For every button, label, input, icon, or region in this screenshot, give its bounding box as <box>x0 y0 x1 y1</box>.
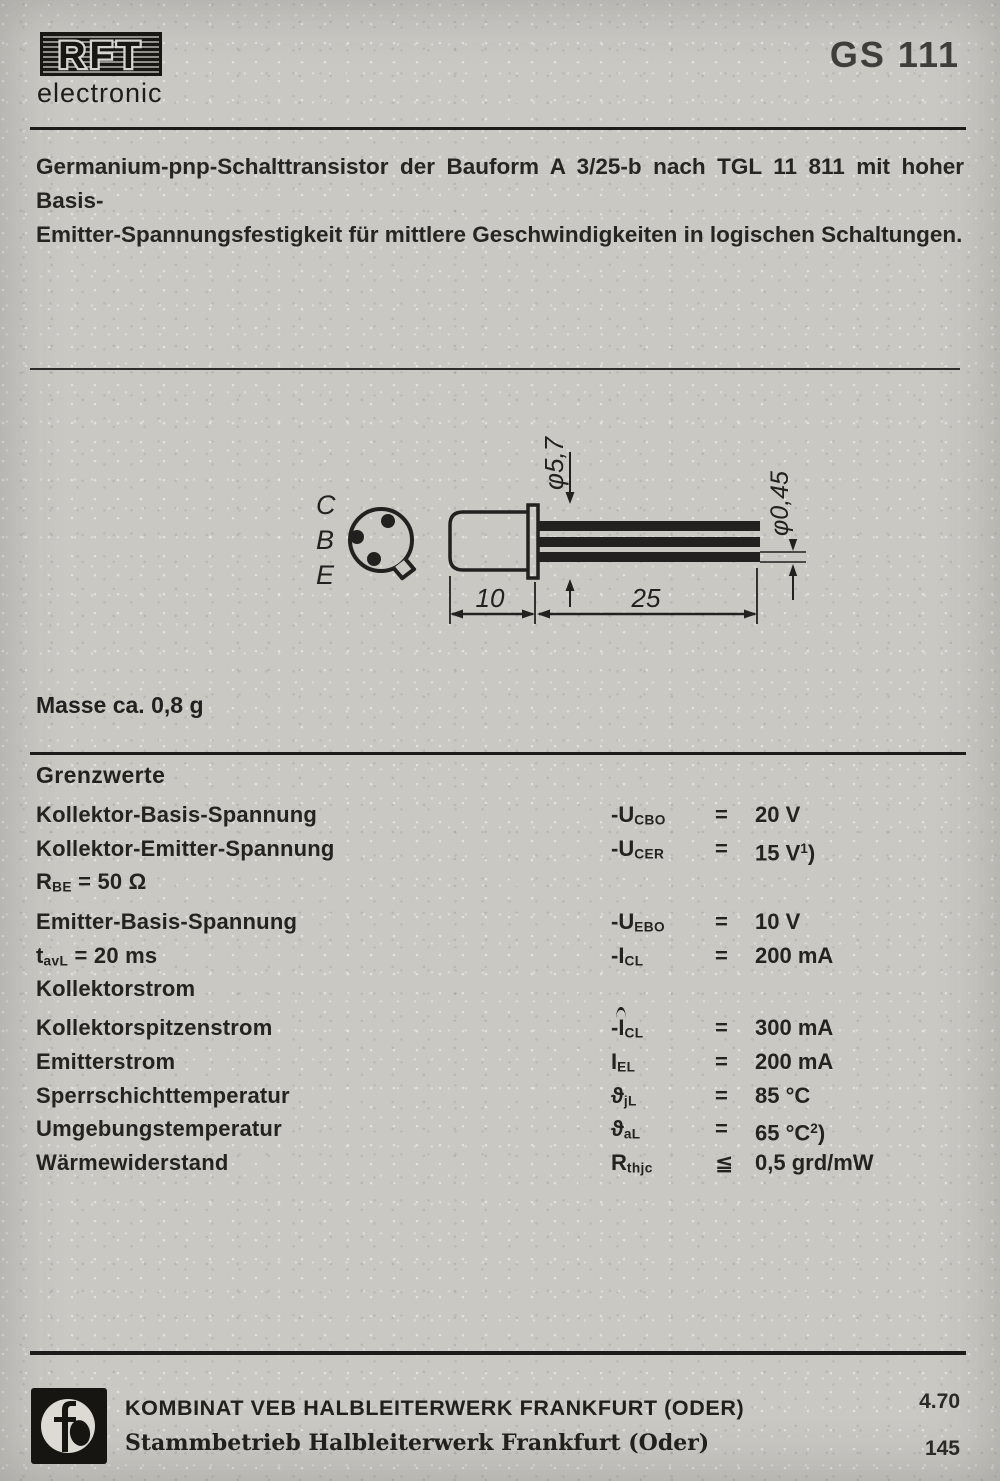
table-row <box>36 1014 966 1048</box>
table-row <box>36 801 966 835</box>
limit-symbol <box>611 868 715 902</box>
divider-top <box>30 127 966 130</box>
table-row <box>36 942 966 976</box>
table-row <box>36 908 966 942</box>
table-row <box>36 1115 966 1149</box>
limit-relation <box>715 975 755 1003</box>
mass-note: Masse ca. 0,8 g <box>36 692 204 718</box>
limit-symbol: ϑaL <box>611 1116 641 1142</box>
limit-relation: ≦ <box>715 1150 734 1176</box>
rft-logo-icon <box>40 32 162 76</box>
brand-subtitle: electronic <box>37 78 163 108</box>
dim-lead-diameter <box>760 471 806 600</box>
table-row <box>36 1149 966 1183</box>
limit-label: RBE = 50 Ω <box>36 869 147 895</box>
limit-relation <box>715 868 755 902</box>
hfo-logo-icon <box>31 1388 107 1464</box>
pin-label-collector: C <box>316 490 336 520</box>
package-outline-drawing <box>0 400 1000 700</box>
limit-label: tavL = 20 ms <box>36 942 158 969</box>
limit-relation: = <box>715 942 728 968</box>
table-row <box>36 975 966 1003</box>
description-line-1: Germanium-pnp-Schalttransistor der Bauform A 3/25-b nach TGL 11 811 mit hoher Basis- <box>36 154 964 213</box>
limit-relation: = <box>715 1116 728 1142</box>
table-row <box>36 1082 966 1116</box>
divider-limits <box>30 752 966 755</box>
transistor-side-view <box>450 505 760 578</box>
divider-footer <box>30 1351 966 1355</box>
limit-label: Kollektorspitzenstrom <box>36 1015 273 1041</box>
dim-label-body-length: 10 <box>475 583 505 613</box>
limit-value: 200 mA <box>755 1049 834 1075</box>
table-row <box>36 868 966 902</box>
limit-label: Kollektor-Basis-Spannung <box>36 802 318 827</box>
limit-relation: = <box>715 1082 728 1108</box>
limit-value: 0,5 grd/mW <box>755 1150 874 1176</box>
limit-symbol <box>611 975 715 1003</box>
divider-description <box>30 368 960 370</box>
description-line-2: Emitter-Spannungsfestigkeit für mittlere Geschwindigkeiten in logischen Schaltungen. <box>36 222 963 247</box>
limit-value: 65 $^\circ C^2$) <box>755 1120 826 1146</box>
limit-value <box>755 868 966 902</box>
limit-relation: = <box>715 835 728 861</box>
limit-value: 200 mA <box>755 942 834 968</box>
limit-value: 10 V <box>755 908 801 934</box>
limit-label: Umgebungstemperatur <box>36 1116 282 1142</box>
date-code: 4.70 <box>919 1390 960 1413</box>
limit-symbol: -ICL <box>611 1015 644 1041</box>
limit-symbol: -UCER <box>611 835 665 862</box>
page-number: 145 <box>924 1437 960 1460</box>
limit-relation: = <box>715 908 728 934</box>
limit-label: Wärmewiderstand <box>36 1150 229 1176</box>
pin-label-base: B <box>316 525 335 555</box>
pin-label-emitter: E <box>316 560 335 590</box>
limit-symbol: Rthjc <box>611 1150 653 1176</box>
limit-value <box>755 975 966 1003</box>
limit-symbol: -UEBO <box>611 908 665 935</box>
limit-value: 300 mA <box>755 1015 834 1041</box>
limit-value: 85 °C <box>755 1082 811 1108</box>
limit-value: 15 $V^1$) <box>755 840 816 866</box>
limit-value: 20 V <box>755 802 801 827</box>
dim-label-lead-length: 25 <box>631 583 661 613</box>
footer-company-line2: Stammbetrieb Halbleiterwerk Frankfurt (Oder) <box>125 1430 710 1456</box>
dim-label-lead-diameter: φ0,45 <box>766 471 794 536</box>
description <box>36 150 964 252</box>
table-row <box>36 835 966 869</box>
rft-logo-text: RFT <box>58 35 144 76</box>
pinout-bottom-view-icon <box>350 509 414 578</box>
limit-symbol: -UCBO <box>611 802 666 828</box>
hfo-logo <box>31 1388 107 1469</box>
footer-company-line1: KOMBINAT VEB HALBLEITERWERK FRANKFURT (ODER) <box>125 1396 745 1420</box>
limit-relation: = <box>715 1015 728 1041</box>
limit-label: Emitterstrom <box>36 1049 176 1075</box>
dim-label-flange-diameter: φ5,7 <box>539 436 569 490</box>
limit-relation: = <box>715 1049 728 1075</box>
limit-symbol: -ICL <box>611 942 644 969</box>
limits-title: Grenzwerte <box>36 762 166 788</box>
limit-relation: = <box>715 802 728 827</box>
limits-table <box>36 801 966 1183</box>
limit-label: Emitter-Basis-Spannung <box>36 908 298 934</box>
rft-logo <box>40 32 162 81</box>
limit-label: Kollektor-Emitter-Spannung <box>36 835 335 861</box>
table-row <box>36 1048 966 1082</box>
dim-lengths <box>450 568 757 624</box>
part-number: GS 111 <box>829 34 960 75</box>
limit-label: Sperrschichttemperatur <box>36 1082 290 1108</box>
limit-symbol: IEL <box>611 1049 636 1075</box>
limit-symbol: ϑjL <box>611 1082 637 1109</box>
limit-label: Kollektorstrom <box>36 976 196 1002</box>
